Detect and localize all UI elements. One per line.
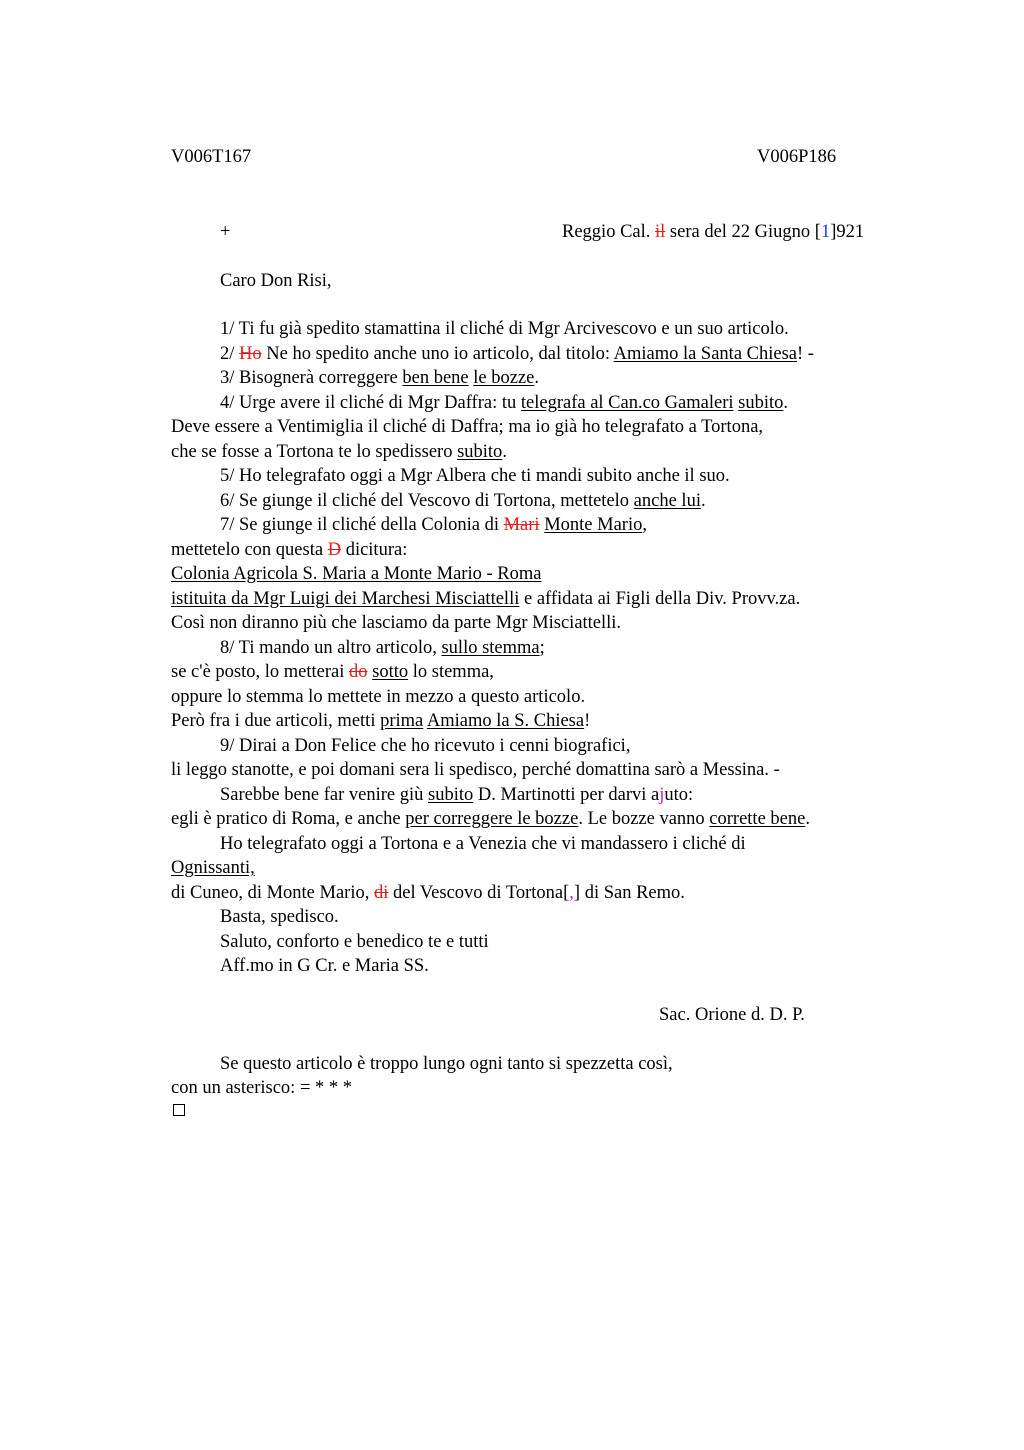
point-4: 4/ Urge avere il cliché di Mgr Daffra: tu telegrafa al Can.co Gamaleri subito. (220, 393, 788, 413)
body-line: Ho telegrafato oggi a Tortona e a Venezia che vi mandassero i cliché di (220, 834, 746, 854)
closing-line: Saluto, conforto e benedico te e tutti (220, 932, 489, 952)
body-line: mettetelo con questa D dicitura: (171, 540, 408, 560)
point-3: 3/ Bisognerà correggere ben bene le bozze. (220, 368, 539, 388)
body-line: Però fra i due articoli, metti prima Amiamo la S. Chiesa! (171, 711, 591, 731)
caption-line: Colonia Agricola S. Maria a Monte Mario - Roma (171, 564, 542, 584)
body-line: Ognissanti, (171, 858, 255, 878)
body-line: Sarebbe bene far venire giù subito D. Martinotti per darvi ajuto: (220, 785, 694, 805)
postscript-line: Se questo articolo è troppo lungo ogni tanto si spezzetta così, (220, 1054, 673, 1074)
closing-line: Basta, spedisco. (220, 907, 339, 927)
body-line: Deve essere a Ventimiglia il cliché di Daffra; ma io già ho telegrafato a Tortona, (171, 417, 764, 437)
signature: Sac. Orione d. D. P. (659, 1005, 805, 1025)
header-left-code: V006T167 (171, 147, 252, 167)
header-right-code: V006P186 (757, 147, 837, 167)
body-line: oppure lo stemma lo mettete in mezzo a questo articolo. (171, 687, 586, 707)
body-line: Così non diranno più che lasciamo da parte Mgr Misciattelli. (171, 613, 622, 633)
point-1: 1/ Ti fu già spedito stamattina il cliché di Mgr Arcivescovo e un suo articolo. (220, 319, 789, 339)
date-line: Reggio Cal. il sera del 22 Giugno [1]921 (562, 222, 865, 242)
body-line: che se fosse a Tortona te lo spedissero subito. (171, 442, 507, 462)
point-5: 5/ Ho telegrafato oggi a Mgr Albera che ti mandi subito anche il suo. (220, 466, 730, 486)
closing-line: Aff.mo in G Cr. e Maria SS. (220, 956, 429, 976)
body-line: li leggo stanotte, e poi domani sera li spedisco, perché domattina sarò a Messina. - (171, 760, 780, 780)
body-line: di Cuneo, di Monte Mario, di del Vescovo di Tortona[,] di San Remo. (171, 883, 685, 903)
inserted-text: , (569, 883, 574, 903)
inserted-text: j (659, 785, 665, 805)
point-8: 8/ Ti mando un altro articolo, sullo stemma; (220, 638, 545, 658)
cross-mark: + (220, 222, 231, 242)
square-icon (173, 1104, 185, 1116)
point-9: 9/ Dirai a Don Felice che ho ricevuto i cenni biografici, (220, 736, 631, 756)
body-line: se c'è posto, lo metterai do sotto lo stemma, (171, 662, 494, 682)
point-6: 6/ Se giunge il cliché del Vescovo di Tortona, mettetelo anche lui. (220, 491, 706, 511)
deleted-text: il (655, 222, 666, 242)
inserted-text: 1 (820, 222, 831, 242)
point-7: 7/ Se giunge il cliché della Colonia di Mari Monte Mario, (220, 515, 647, 535)
caption-line: istituita da Mgr Luigi dei Marchesi Misciattelli e affidata ai Figli della Div. Provv.za. (171, 589, 801, 609)
body-line: egli è pratico di Roma, e anche per correggere le bozze. Le bozze vanno corrette bene. (171, 809, 810, 829)
salutation: Caro Don Risi, (220, 271, 332, 291)
postscript-line: con un asterisco: = * * * (171, 1078, 353, 1098)
point-2: 2/ Ho Ne ho spedito anche uno io articolo, dal titolo: Amiamo la Santa Chiesa! - (220, 344, 814, 364)
